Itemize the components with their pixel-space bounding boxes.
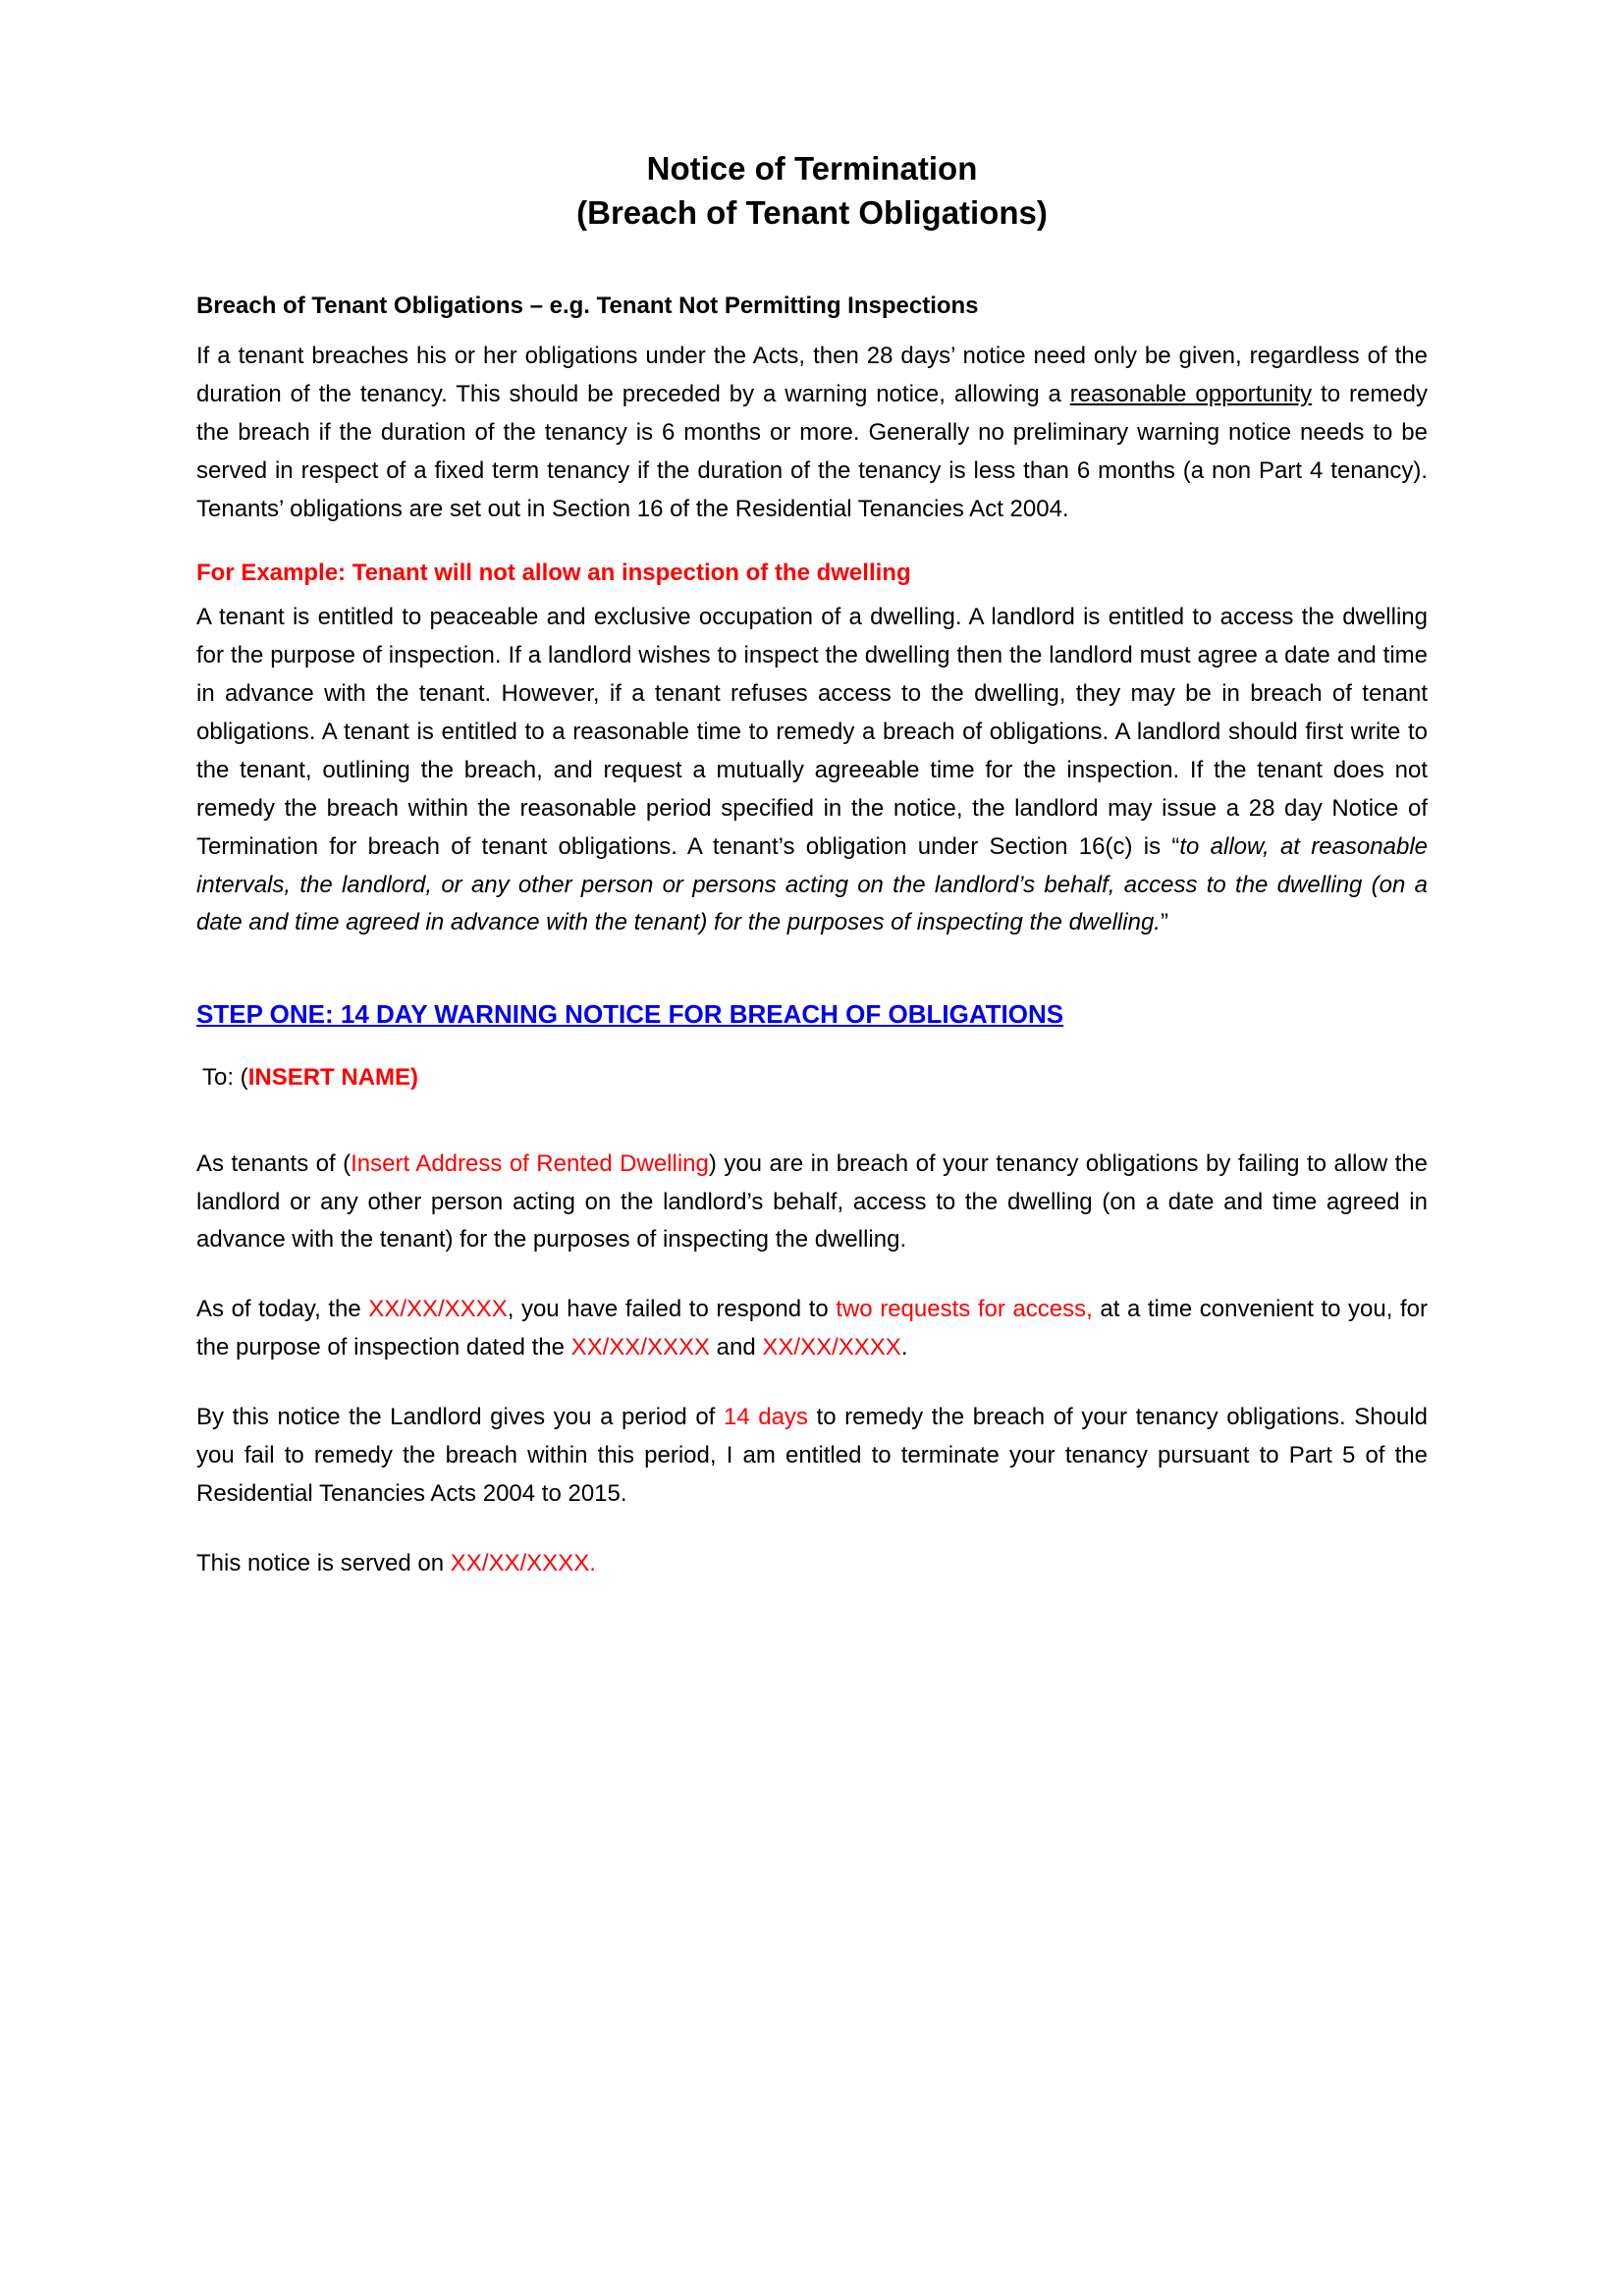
notice-paragraph-2	[196, 1291, 1428, 1367]
today-date-placeholder[interactable]: XX/XX/XXXX	[368, 1296, 508, 1323]
para3-text-part-1: By this notice the Landlord gives you a period of	[196, 1404, 724, 1431]
para2-text-part-4: and	[710, 1334, 763, 1362]
remedy-period-placeholder[interactable]: 14 days	[723, 1404, 808, 1431]
para2-text-part-1: As of today, the	[196, 1296, 369, 1323]
example-text-part-1: A tenant is entitled to peaceable and exclusive occupation of a dwelling. A landlord is entitled to access the dwelling for the purpose of inspection. If a landlord wishes to inspect the dwelling then the landlord must agree a date and time in advance with the tenant. However, if a tenant refuses access to the dwelling, they may be in breach of tenant obligations. A tenant is entitled to a reasonable time to remedy a breach of obligations. A landlord should first write to the tenant, outlining the breach, and request a mutually agreeable time for the inspection. If the tenant does not remedy the breach within the reasonable period specified in the notice, the landlord may issue a 28 day Notice of Termination for breach of tenant obligations. A tenant’s obligation under Section 16(c) is “	[196, 604, 1428, 860]
para2-text-part-3: at a time convenient to you, for the purpose of inspection dated the	[196, 1296, 1428, 1362]
to-close-paren: )	[410, 1063, 419, 1091]
section-heading-breach: Breach of Tenant Obligations – e.g. Tenant Not Permitting Inspections	[196, 293, 979, 320]
section-paragraph-breach	[196, 338, 1428, 528]
notice-paragraph-1	[196, 1146, 1428, 1260]
served-on-date-placeholder[interactable]: XX/XX/XXXX.	[450, 1549, 596, 1576]
breach-underlined-phrase: reasonable opportunity	[1069, 380, 1313, 407]
insert-name-placeholder[interactable]: INSERT NAME	[247, 1063, 411, 1091]
notice-paragraph-3	[196, 1399, 1428, 1514]
step-one-heading: STEP ONE: 14 DAY WARNING NOTICE FOR BREACH OF OBLIGATIONS	[196, 999, 1064, 1030]
para2-text-part-5: .	[900, 1334, 908, 1362]
inspection-date-2-placeholder[interactable]: XX/XX/XXXX	[762, 1334, 901, 1362]
page-title	[196, 147, 1428, 235]
example-paragraph	[196, 599, 1428, 942]
insert-address-placeholder[interactable]: Insert Address of Rented Dwelling	[351, 1149, 709, 1177]
title-line-2: (Breach of Tenant Obligations)	[576, 193, 1048, 231]
example-heading: For Example: Tenant will not allow an inspection of the dwelling	[196, 560, 911, 587]
breach-text-part-2: to remedy the breach if the duration of the tenancy is 6 months or more. Generally no preliminary warning notice needs to be served in respect of a fixed term tenancy if the duration of the tenancy is less than 6 months (a non Part 4 tenancy). Tenants’ obligations are set out in Section 16 of the Residential Tenancies Act 2004.	[196, 380, 1429, 522]
para1-text-part-1: As tenants of (	[196, 1149, 352, 1177]
inspection-date-1-placeholder[interactable]: XX/XX/XXXX	[570, 1334, 711, 1362]
para3-text-part-2: to remedy the breach of your tenancy obligations. Should you fail to remedy the breach within this period, I am entitled to terminate your tenancy pursuant to Part 5 of the Residential Tenancies Acts 2004 to 2015.	[196, 1404, 1429, 1507]
notice-paragraph-4	[196, 1545, 1428, 1583]
example-quoted-obligation: to allow, at reasonable intervals, the landlord, or any other person or persons acting on the landlord’s behalf, access to the dwelling (on a date and time agreed in advance with the tenant) for the purposes of inspecting the dwelling.	[196, 832, 1429, 936]
para2-text-part-2: , you have failed to respond to	[507, 1296, 837, 1323]
title-line-1: Notice of Termination	[646, 150, 978, 187]
breach-text-part-1: If a tenant breaches his or her obligations under the Acts, then 28 days’ notice need only be given, regardless of the duration of the tenancy. This should be preceded by a warning notice, allowing a	[196, 343, 1428, 407]
requests-count-placeholder[interactable]: two requests for access,	[836, 1296, 1093, 1323]
para4-text-part-1: This notice is served on	[196, 1549, 451, 1576]
para1-text-part-2: ) you are in breach of your tenancy obligations by failing to allow the landlord or any other person acting on the landlord’s behalf, access to the dwelling (on a date and time agreed in advance with the tenant) for the purposes of inspecting the dwelling.	[196, 1149, 1428, 1254]
example-text-part-2: ”	[1160, 909, 1168, 936]
to-label: To: (	[202, 1063, 248, 1091]
addressee-line	[196, 1064, 1428, 1092]
